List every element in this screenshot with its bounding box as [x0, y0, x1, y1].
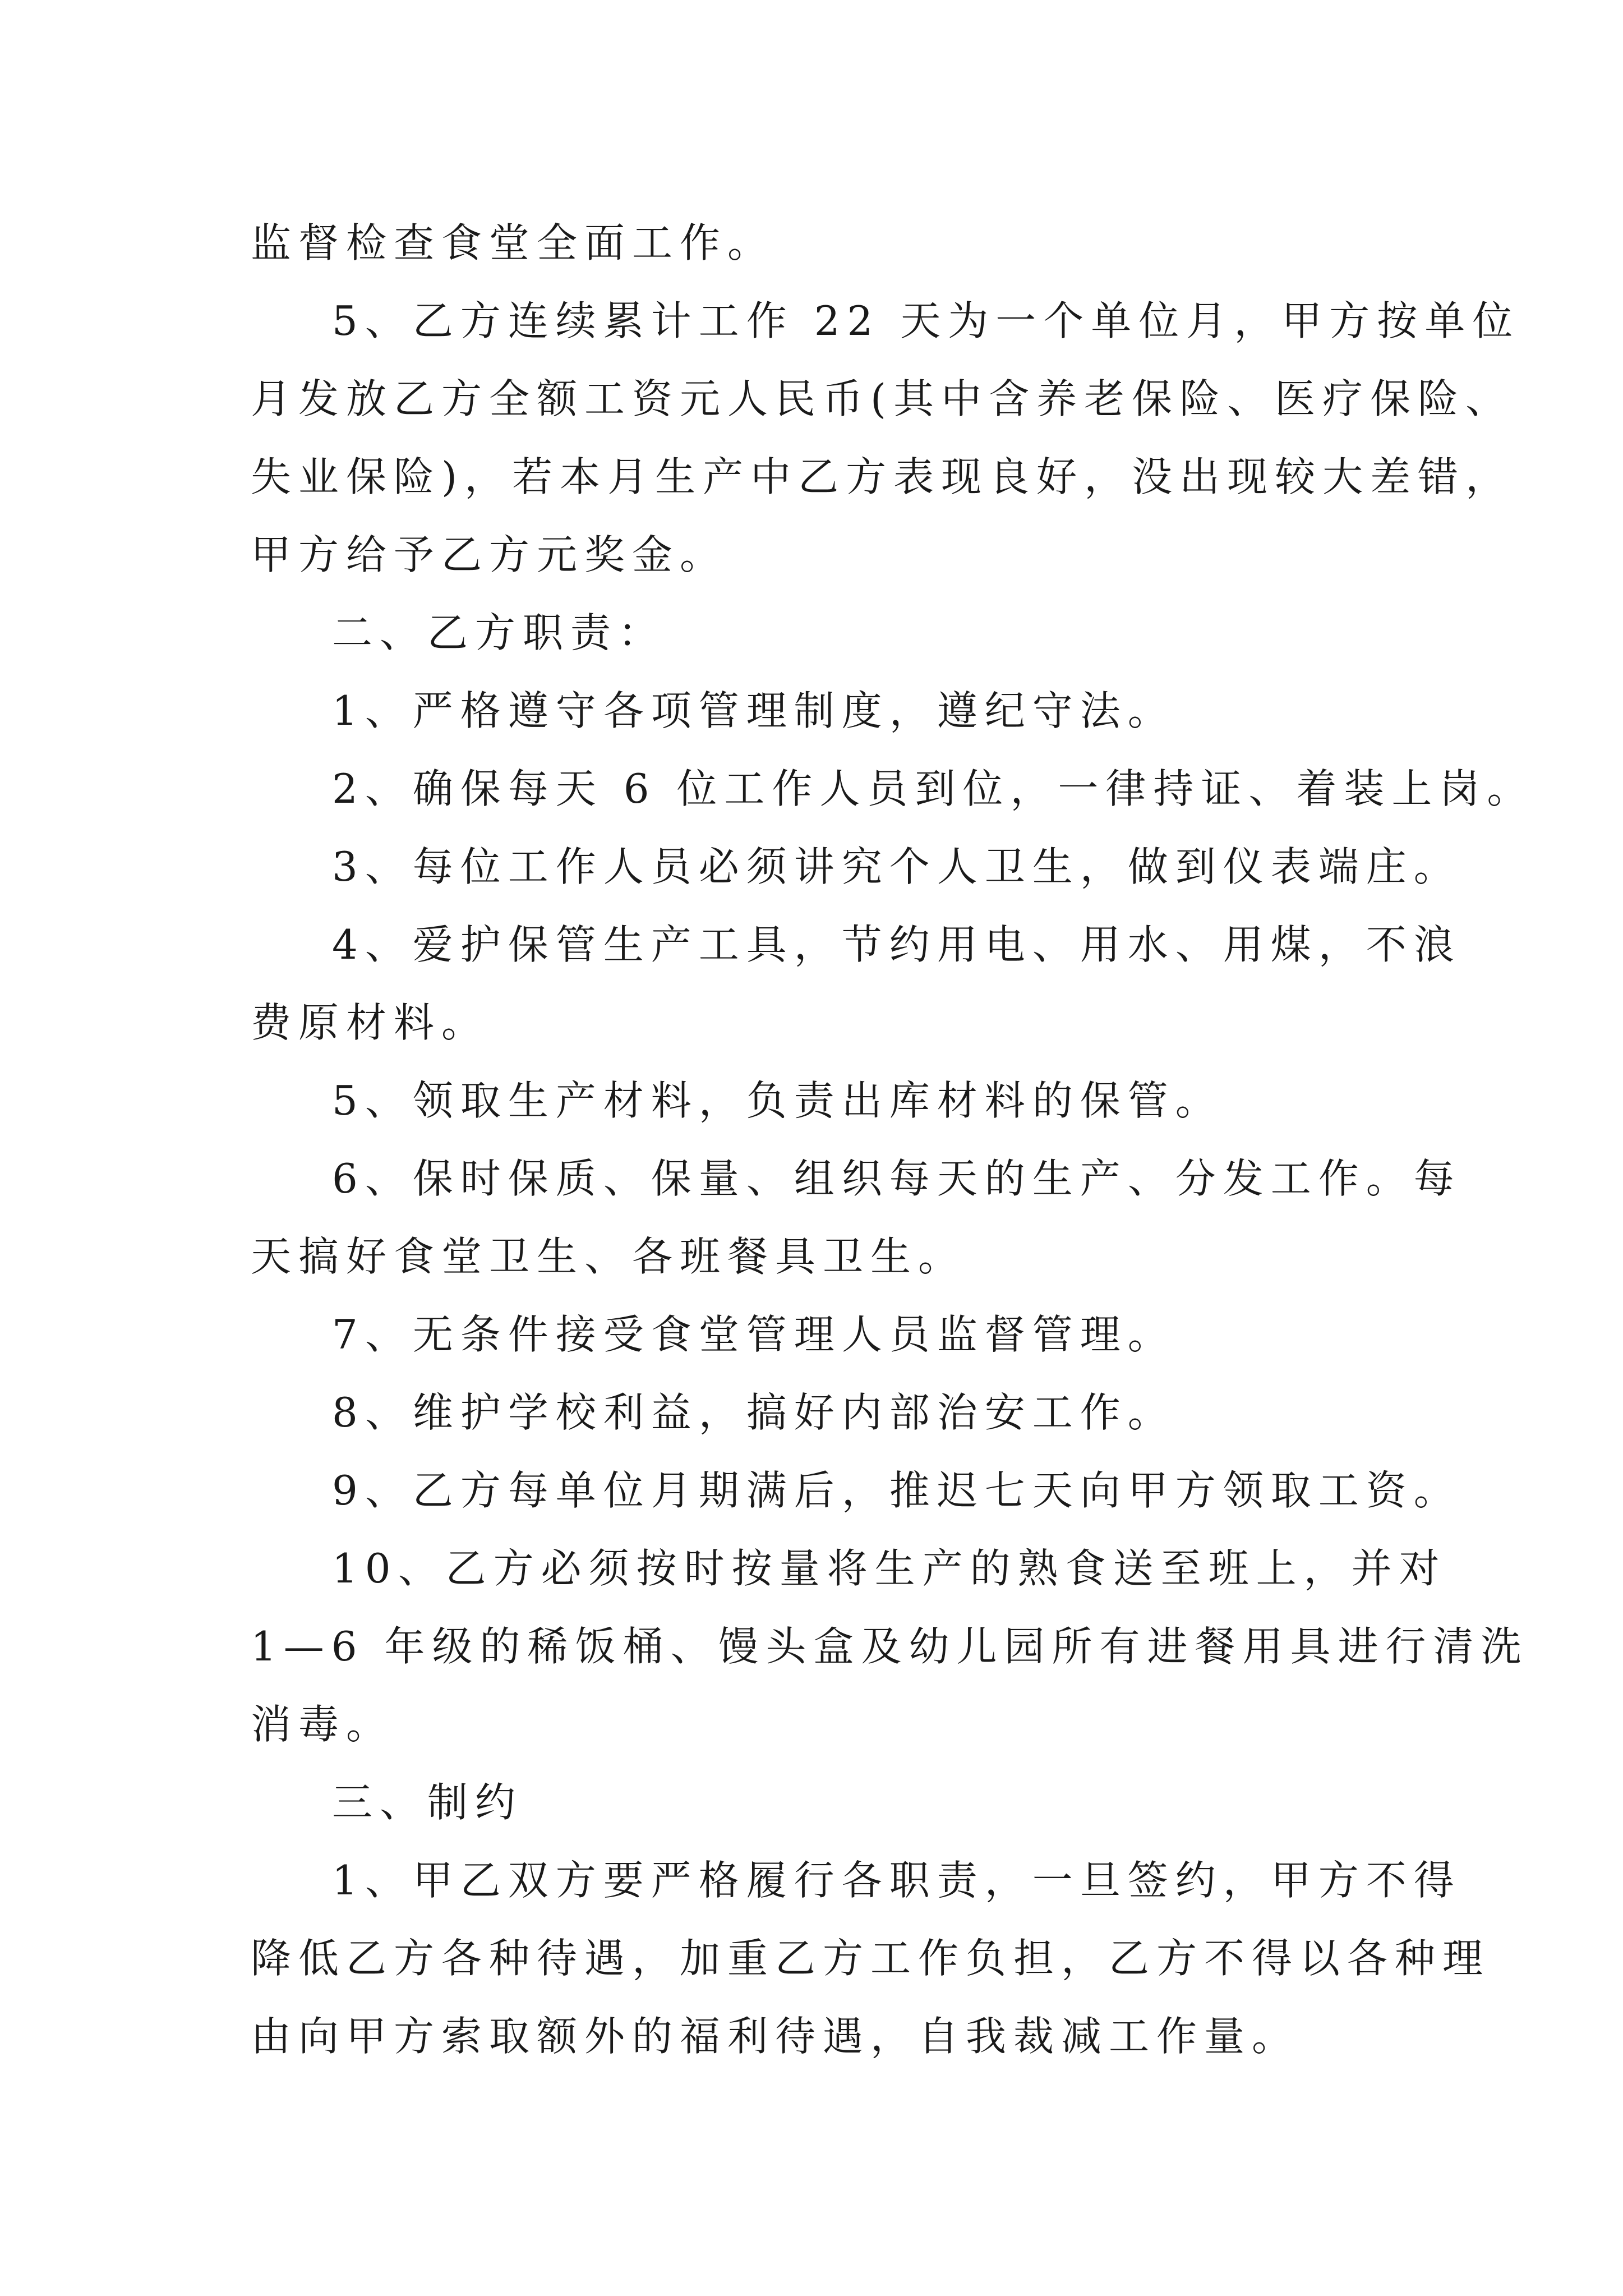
body-line: 2、确保每天 6 位工作人员到位，一律持证、着装上岗。 [332, 765, 1535, 812]
body-line: 1、严格遵守各项管理制度，遵纪守法。 [332, 687, 1175, 734]
body-line: 6、保时保质、保量、组织每天的生产、分发工作。每 [332, 1155, 1461, 1202]
section-heading: 三、制约 [332, 1779, 523, 1826]
body-line: 监督检查食堂全面工作。 [251, 219, 776, 266]
body-line: 10、乙方必须按时按量将生产的熟食送至班上，并对 [332, 1545, 1447, 1592]
body-line: 7、无条件接受食堂管理人员监督管理。 [332, 1311, 1175, 1358]
body-line: 4、爱护保管生产工具，节约用电、用水、用煤，不浪 [332, 921, 1461, 968]
body-line: 失业保险)，若本月生产中乙方表现良好，没出现较大差错， [251, 453, 1514, 500]
body-line: 天搞好食堂卫生、各班餐具卫生。 [251, 1233, 966, 1280]
body-line: 费原材料。 [251, 999, 490, 1046]
body-line: 由向甲方索取额外的福利待遇，自我裁减工作量。 [251, 2013, 1300, 2060]
body-line: 5、乙方连续累计工作 22 天为一个单位月，甲方按单位 [332, 297, 1520, 344]
body-line: 1、甲乙双方要严格履行各职责，一旦签约，甲方不得 [332, 1857, 1461, 1904]
section-heading: 二、乙方职责： [332, 609, 666, 656]
body-line: 9、乙方每单位月期满后，推迟七天向甲方领取工资。 [332, 1467, 1461, 1514]
body-line: 甲方给予乙方元奖金。 [251, 531, 728, 578]
body-line: 1—6 年级的稀饭桶、馒头盒及幼儿园所有进餐用具进行清洗 [251, 1623, 1529, 1670]
body-line: 消毒。 [251, 1701, 394, 1748]
body-line: 3、每位工作人员必须讲究个人卫生，做到仪表端庄。 [332, 843, 1461, 890]
body-line: 降低乙方各种待遇，加重乙方工作负担，乙方不得以各种理 [251, 1935, 1491, 1982]
body-line: 8、维护学校利益，搞好内部治安工作。 [332, 1389, 1175, 1436]
body-line: 月发放乙方全额工资元人民币(其中含养老保险、医疗保险、 [251, 375, 1514, 422]
body-line: 5、领取生产材料，负责出库材料的保管。 [332, 1077, 1223, 1124]
